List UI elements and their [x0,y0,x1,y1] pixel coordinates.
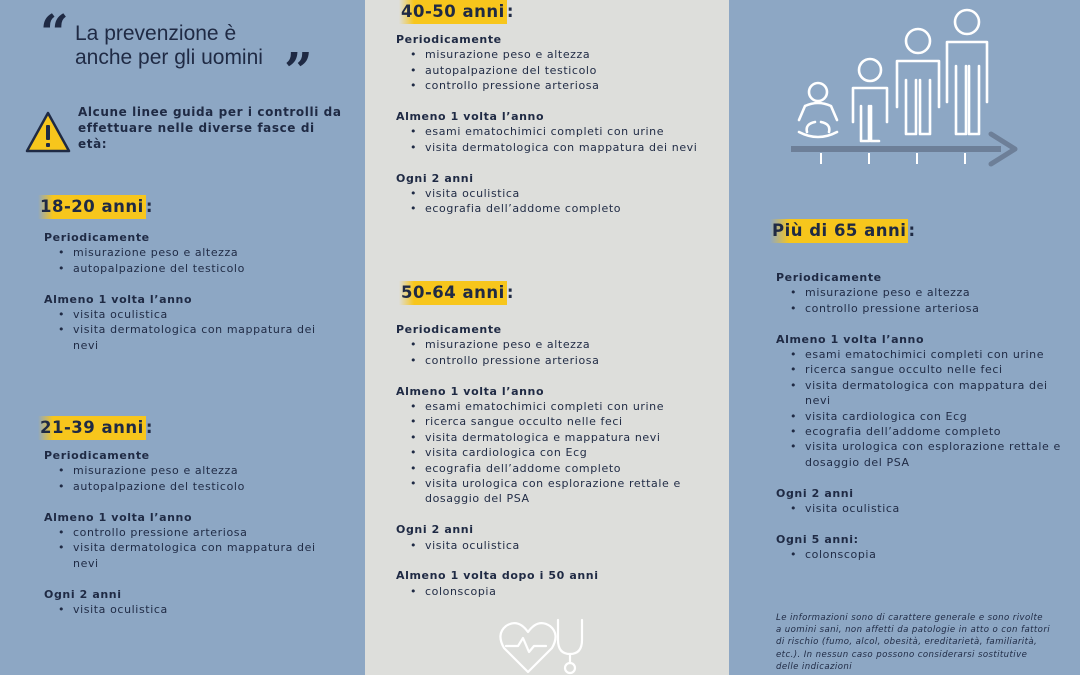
checkup-item: • controllo pressione arteriosa [410,353,706,368]
age-group-title-50-64: 50-64 anni : [385,281,514,305]
checkup-list [790,501,1066,516]
checkup-list [58,307,344,353]
checkup-list [410,538,706,553]
section-block [396,32,706,94]
checkup-list [58,602,344,617]
section-heading: Almeno 1 volta l’anno [396,384,545,398]
close-quote-icon: ” [284,41,313,100]
checkup-item: • misurazione peso e altezza [58,245,344,260]
checkup-item: • visita dermatologica con mappatura dei nevi [58,540,344,571]
checkup-item: • visita oculistica [58,307,344,322]
section-heading: Almeno 1 volta l’anno [776,332,925,346]
checkup-item: • visita cardiologica con Ecg [410,445,706,460]
disclaimer-text: Le informazioni sono di carattere generale e sono rivolte a uomini sani, non affetti da patologie in atto o con fattori di rischio (fumo, alcol, obesità, ereditarietà, familiarità, etc.). In nessun caso possono considerarsi sostitutive delle indicazioni [776,613,1051,672]
checkup-item: • misurazione peso e altezza [410,337,706,352]
checkup-list [790,547,1066,562]
section-heading: Almeno 1 volta l’anno [44,510,193,524]
section-heading: Periodicamente [396,323,502,336]
section-block [396,322,706,368]
section-heading: Almeno 1 volta l’anno [44,292,193,306]
checkup-list [410,47,706,93]
age-group-title-18-20: 18-20 anni : [24,195,153,219]
checkup-list [790,285,1066,316]
checkup-list [58,463,344,494]
checkup-item: • visita urologica con esplorazione rettale e dosaggio del PSA [790,439,1066,470]
checkup-item: • visita dermatologica e mappatura nevi [410,430,706,445]
checkup-item: • autopalpazione del testicolo [410,63,706,78]
checkup-item: • ecografia dell’addome completo [410,201,706,216]
section-block [44,292,344,354]
section-block [776,332,1066,471]
checkup-list [410,399,706,507]
checkup-item: • ecografia dell’addome completo [790,424,1066,439]
section-block [396,384,706,507]
checkup-item: • esami ematochimici completi con urine [410,124,706,139]
checkup-item: • autopalpazione del testicolo [58,261,344,276]
open-quote-icon: “ [40,3,69,62]
page-title: La prevenzione è anche per gli uomini [75,22,263,69]
checkup-list [58,245,344,276]
section-block [396,522,706,553]
section-block [396,568,706,599]
section-heading: Periodicamente [776,271,882,284]
section-block [44,230,344,276]
section-heading: Almeno 1 volta l’anno [396,110,545,124]
checkup-item: • controllo pressione arteriosa [410,78,706,93]
section-block [396,171,706,217]
checkup-item: • visita oculistica [58,602,344,617]
checkup-list [790,347,1066,470]
section-heading: Periodicamente [44,231,150,244]
section-heading: Ogni 2 anni [396,523,474,537]
checkup-item: • ecografia dell’addome completo [410,461,706,476]
section-block [776,486,1066,517]
section-heading: Ogni 2 anni [776,486,854,500]
group-18-20-content [44,230,344,353]
checkup-item: • misurazione peso e altezza [410,47,706,62]
checkup-list [410,124,706,155]
intro-text: Alcune linee guida per i controlli da effettuare nelle diverse fasce di età: [78,105,342,151]
age-group-title-40-50: 40-50 anni : [385,0,514,24]
section-heading: Periodicamente [396,33,502,46]
section-block [44,448,344,494]
checkup-item: • visita urologica con esplorazione rettale e dosaggio del PSA [410,476,706,507]
checkup-item: • colonscopia [410,584,706,599]
checkup-item: • visita dermatologica con mappatura dei nevi [410,140,706,155]
section-heading: Ogni 2 anni [396,171,474,185]
group-50-64-content [396,322,706,599]
checkup-item: • controllo pressione arteriosa [58,525,344,540]
warning-icon [25,110,71,154]
checkup-list [58,525,344,571]
group-21-39-content [44,448,344,617]
section-block [396,109,706,155]
checkup-list [410,584,706,599]
checkup-item: • autopalpazione del testicolo [58,479,344,494]
checkup-item: • colonscopia [790,547,1066,562]
group-65-plus-content [776,270,1066,563]
section-block [44,587,344,618]
age-group-title-21-39: 21-39 anni : [24,416,153,440]
age-group-title-65-plus: Più di 65 anni : [756,219,916,243]
section-heading: Ogni 5 anni: [776,532,859,546]
checkup-list [410,186,706,217]
checkup-item: • ricerca sangue occulto nelle feci [790,362,1066,377]
checkup-item: • visita cardiologica con Ecg [790,409,1066,424]
checkup-item: • misurazione peso e altezza [790,285,1066,300]
section-block [776,532,1066,563]
section-heading: Ogni 2 anni [44,587,122,601]
growth-figures-icon [785,6,1030,168]
stethoscope-heart-icon [498,612,584,675]
group-40-50-content [396,32,706,217]
section-block [44,510,344,572]
checkup-item: • controllo pressione arteriosa [790,301,1066,316]
checkup-item: • visita oculistica [410,538,706,553]
checkup-item: • visita oculistica [790,501,1066,516]
checkup-item: • visita dermatologica con mappatura dei nevi [790,378,1066,409]
checkup-item: • visita dermatologica con mappatura dei nevi [58,322,344,353]
checkup-item: • ricerca sangue occulto nelle feci [410,414,706,429]
section-heading: Almeno 1 volta dopo i 50 anni [396,569,599,583]
checkup-item: • esami ematochimici completi con urine [790,347,1066,362]
section-block [776,270,1066,316]
checkup-item: • visita oculistica [410,186,706,201]
checkup-item: • esami ematochimici completi con urine [410,399,706,414]
section-heading: Periodicamente [44,449,150,462]
checkup-item: • misurazione peso e altezza [58,463,344,478]
checkup-list [410,337,706,368]
